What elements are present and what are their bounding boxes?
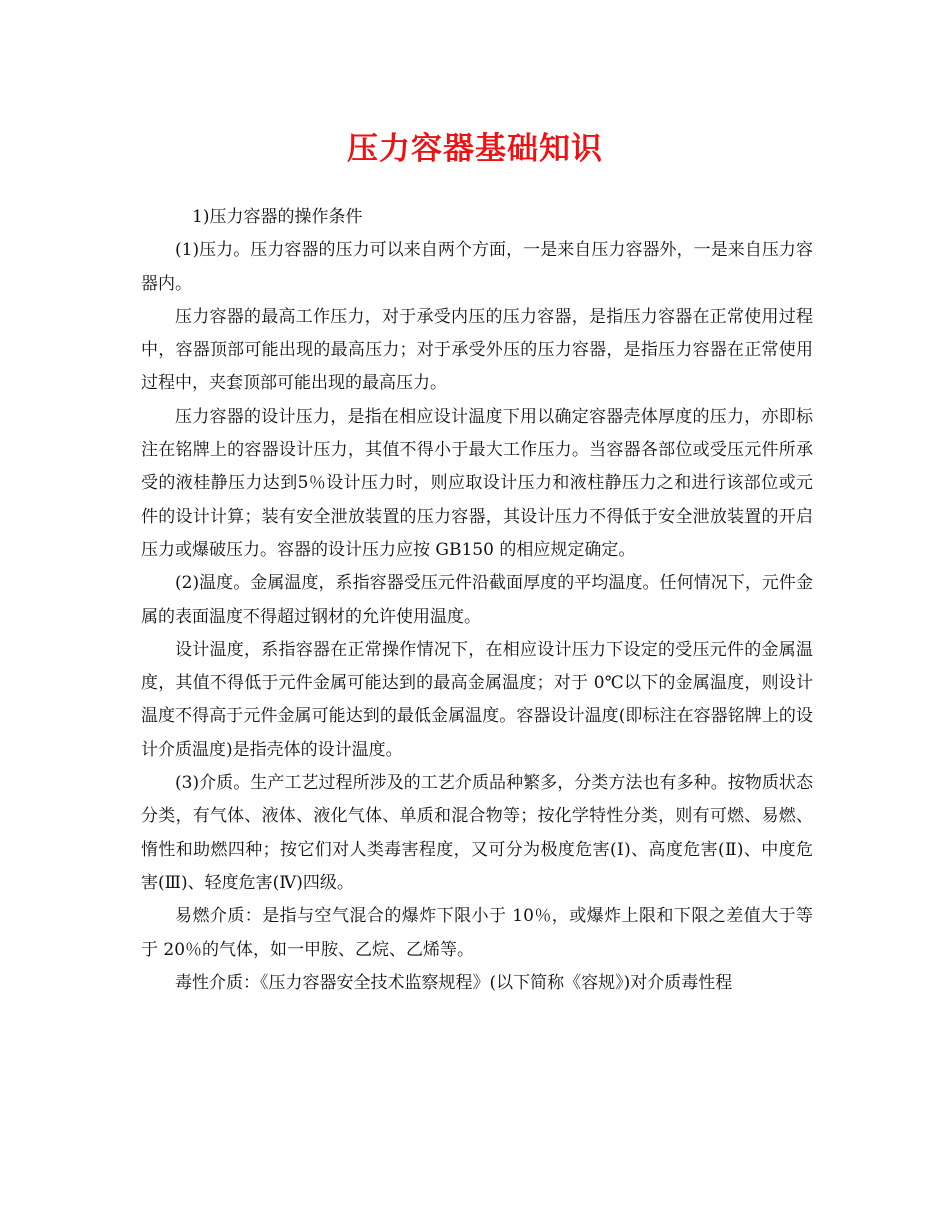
paragraph-design-temperature: 设计温度，系指容器在正常操作情况下，在相应设计压力下设定的受压元件的金属温度，其值不得低于元件金属可能达到的最高金属温度；对于 0℃以下的金属温度，则设计温度不得高于元件金属可能达到的最低金属温度。容器设计温度(即标注在容器铭牌上的设计介质温度)是指壳体的设计温度。 bbox=[141, 639, 813, 760]
paragraph-medium-intro: (3)介质。生产工艺过程所涉及的工艺介质品种繁多，分类方法也有多种。按物质状态分类，有气体、液体、液化气体、单质和混合物等；按化学特性分类，则有可燃、易燃、惰性和助燃四种；按它们对人类毒害程度，又可分为极度危害(Ⅰ)、高度危害(Ⅱ)、中度危害(Ⅲ)、轻度危害(Ⅳ)四级。 bbox=[141, 773, 813, 893]
paragraph-toxic-medium: 毒性介质：《压力容器安全技术监察规程》(以下简称《容规》)对介质毒性程 bbox=[175, 972, 733, 993]
paragraph-max-working-pressure: 压力容器的最高工作压力，对于承受内压的压力容器，是指压力容器在正常使用过程中，容器顶部可能出现的最高压力；对于承受外压的压力容器，是指压力容器在正常使用过程中，夹套顶部可能出现的最高压力。 bbox=[141, 306, 813, 394]
document-title: 压力容器基础知识 bbox=[347, 131, 603, 167]
paragraph-flammable-medium: 易燃介质：是指与空气混合的爆炸下限小于 10％，或爆炸上限和下限之差值大于等于 20％的气体，如一甲胺、乙烷、乙烯等。 bbox=[141, 906, 813, 960]
paragraph-design-pressure: 压力容器的设计压力，是指在相应设计温度下用以确定容器壳体厚度的压力，亦即标注在铭牌上的容器设计压力，其值不得小于最大工作压力。当容器各部位或受压元件所承受的液桂静压力达到5％设计压力时，则应取设计压力和液柱静压力之和进行该部位或元件的设计计算；装有安全泄放装置的压力容器，其设计压力不得低于安全泄放装置的开启压力或爆破压力。容器的设计压力应按 GB150 的相应规定确定。 bbox=[141, 406, 813, 560]
section-heading-operating-conditions: 1)压力容器的操作条件 bbox=[192, 207, 363, 227]
document-body bbox=[141, 201, 813, 1000]
paragraph-pressure-intro: (1)压力。压力容器的压力可以来自两个方面，一是来自压力容器外，一是来自压力容器内。 bbox=[141, 240, 813, 294]
paragraph-temperature-intro: (2)温度。金属温度，系指容器受压元件沿截面厚度的平均温度。任何情况下，元件金属的表面温度不得超过钢材的允许使用温度。 bbox=[141, 573, 813, 627]
